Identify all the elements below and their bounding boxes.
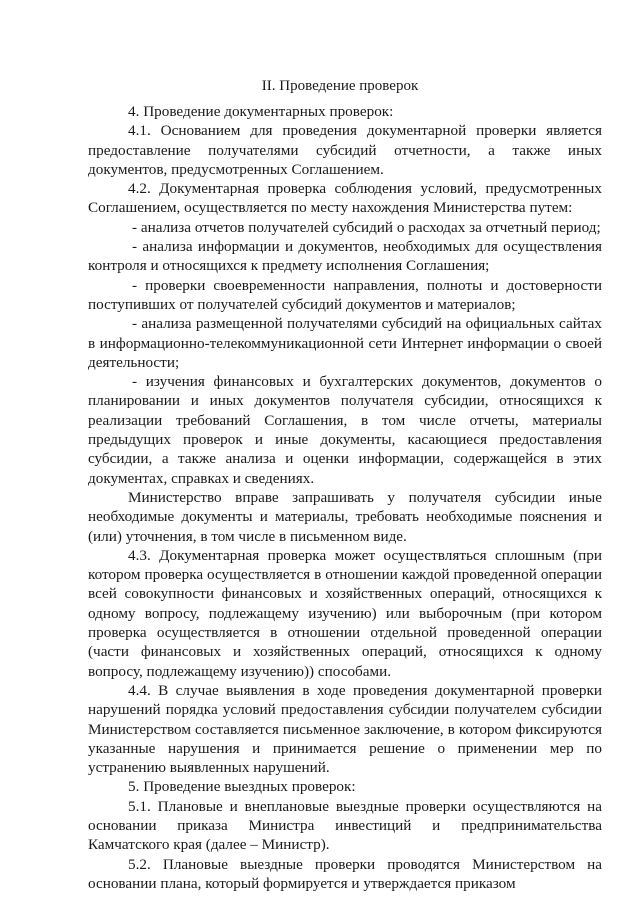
paragraph-5-1: 5.1. Плановые и внеплановые выездные проверки осуществляются на основании приказа Министра инвестиций и предпринимательства Камчатского края (далее – Министр). xyxy=(88,797,602,854)
paragraph-4: 4. Проведение документарных проверок: xyxy=(128,103,394,120)
paragraph-5: 5. Проведение выездных проверок: xyxy=(128,778,356,796)
list-item: - анализа отчетов получателей субсидий о расходах за отчетный период; xyxy=(132,218,601,236)
paragraph-5-2: 5.2. Плановые выездные проверки проводятся Министерством на основании плана, который формируется и утверждается приказом xyxy=(88,855,602,892)
list-item: - проверки своевременности направления, полноты и достоверности поступивших от получателей субсидий документов и материалов; xyxy=(88,276,602,313)
paragraph-4-4: 4.4. В случае выявления в ходе проведения документарной проверки нарушений порядка условий предоставления субсидии получателем субсидии Министерством составляется письменное заключение, в котором фиксируются указанные нарушения и принимается решение о применении мер по устранению выявленных нарушений. xyxy=(88,681,602,777)
paragraph-4-1: 4.1. Основанием для проведения документарной проверки является предоставление получателями субсидий отчетности, а также иных документов, предусмотренных Соглашением. xyxy=(88,122,602,178)
section-heading: II. Проведение проверок xyxy=(261,78,419,94)
paragraph-ministry-rights: Министерство вправе запрашивать у получателя субсидии иные необходимые документы и материалы, требовать необходимые пояснения и (или) уточнения, в том числе в письменном виде. xyxy=(88,488,602,545)
paragraph-4-2: 4.2. Документарная проверка соблюдения условий, предусмотренных Соглашением, осуществляется по месту нахождения Министерства путем: xyxy=(88,180,602,217)
document-body xyxy=(88,102,602,893)
list-item: - анализа размещенной получателями субсидий на официальных сайтах в информационно-телекоммуникационной сети Интернет информации о своей деятельности; xyxy=(88,315,602,371)
paragraph-4-3: 4.3. Документарная проверка может осуществляться сплошным (при котором проверка осуществляется в отношении каждой проведенной операции всей совокупности финансовых и хозяйственных операций, относящихся к одному вопросу, подлежащему изучению) или выборочным (при котором проверка осуществляется в отношении отдельной проведенной операции (части финансовых и хозяйственных операций, относящихся к одному вопросу, подлежащему изучению)) способами. xyxy=(88,546,602,680)
list-item: - анализа информации и документов, необходимых для осуществления контроля и относящихся к предмету исполнения Соглашения; xyxy=(88,238,602,275)
list-item: - изучения финансовых и бухгалтерских документов, документов о планировании и иных документов получателя субсидии, относящихся к реализации требований Соглашения, в том числе отчеты, материалы предыдущих проверок и иные документы, касающиеся предоставления субсидии, а также анализа и оценки информации, содержащейся в этих документах, справках и сведениях. xyxy=(88,373,602,487)
